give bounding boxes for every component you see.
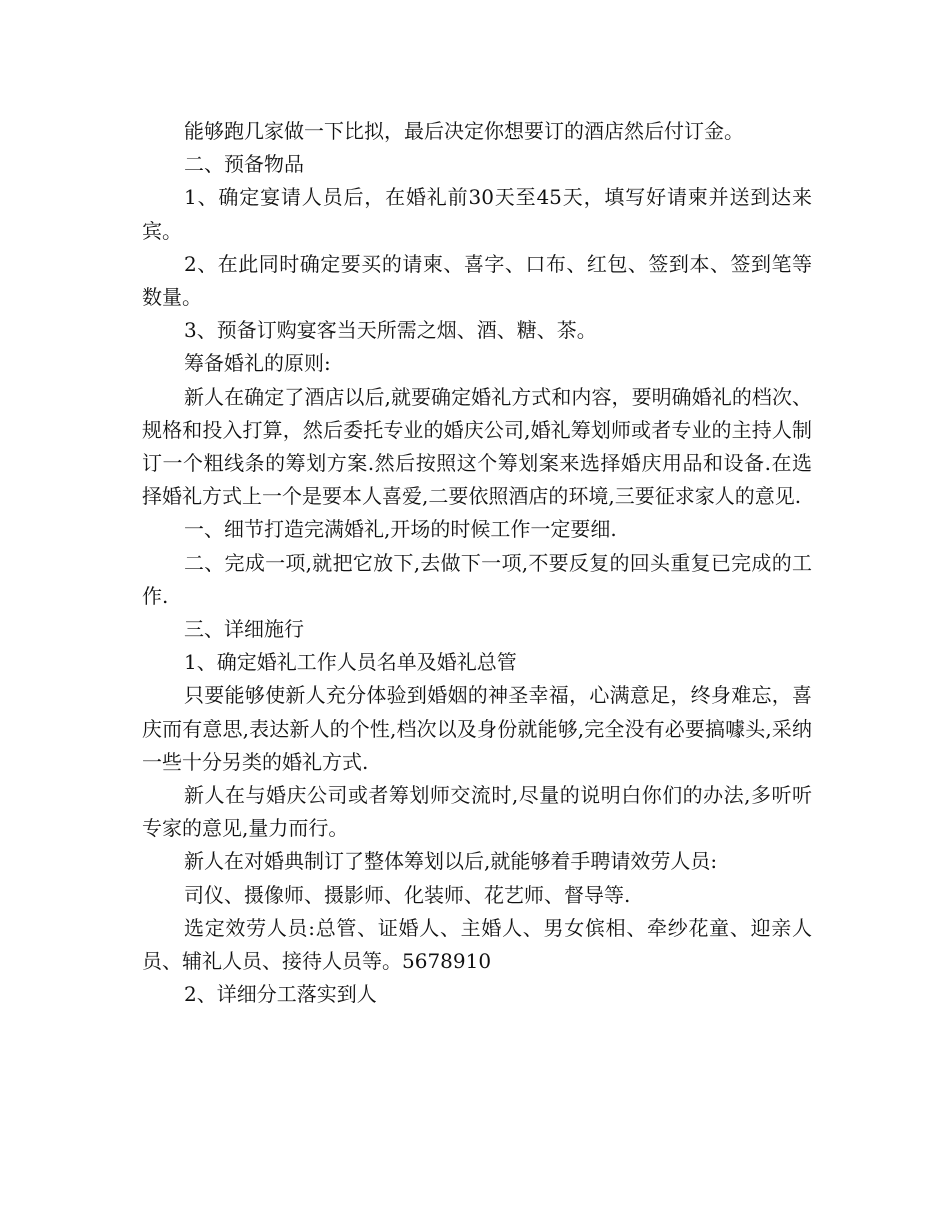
heading-implementation: 三、详细施行: [184, 617, 304, 642]
item-banquet-goods: 3、预备订购宴客当天所需之烟、酒、糖、茶。: [184, 318, 597, 343]
principle-two: 二、完成一项,就把它放下,去做下一项,不要反复的回头重复已完成的工作.: [142, 550, 812, 608]
paragraph-hire-staff: 新人在对婚典制订了整体筹划以后,就能够着手聘请效劳人员:: [184, 849, 718, 874]
item-supplies: 2、在此同时确定要买的请柬、喜字、口布、红包、签到本、签到笔等数量。: [142, 251, 812, 310]
item-invitations: 1、确定宴请人员后，在婚礼前30天至45天，填写好请柬并送到达来宾。: [142, 185, 812, 243]
staff-roles: 司仪、摄像师、摄影师、化装师、花艺师、督导等.: [184, 882, 631, 907]
paragraph-consult: 新人在与婚庆公司或者筹划师交流时,尽量的说明白你们的办法,多听听专家的意见,量力而行。: [142, 783, 812, 841]
document-page: [142, 115, 812, 1011]
selected-staff: 选定效劳人员:总管、证婚人、主婚人、男女傧相、牵纱花童、迎亲人员、辅礼人员、接待人员等。5678910: [142, 915, 812, 974]
principle-one: 一、细节打造完满婚礼,开场的时候工作一定要细.: [184, 517, 617, 542]
heading-prepare-items: 二、预备物品: [184, 152, 304, 177]
subheading-division-of-labor: 2、详细分工落实到人: [184, 982, 377, 1007]
heading-principles: 筹备婚礼的原则:: [184, 351, 331, 376]
paragraph-continuation: 能够跑几家做一下比拟，最后决定你想要订的酒店然后付订金。: [184, 119, 744, 143]
paragraph-principles: 新人在确定了酒店以后,就要确定婚礼方式和内容，要明确婚礼的档次、规格和投入打算，然后委托专业的婚庆公司,婚礼筹划师或者专业的主持人制订一个粗线条的筹划方案.然后按照这个筹划案来选择婚庆用品和设备.在选择婚礼方式上一个是要本人喜爱,二要依照酒店的环境,三要征求家人的意见.: [142, 384, 812, 509]
subheading-staff-list: 1、确定婚礼工作人员名单及婚礼总管: [184, 650, 517, 675]
paragraph-experience: 只要能够使新人充分体验到婚姻的神圣幸福，心满意足，终身难忘，喜庆而有意思,表达新人的个性,档次以及身份就能够,完全没有必要搞噱头,采纳一些十分另类的婚礼方式.: [142, 683, 812, 774]
